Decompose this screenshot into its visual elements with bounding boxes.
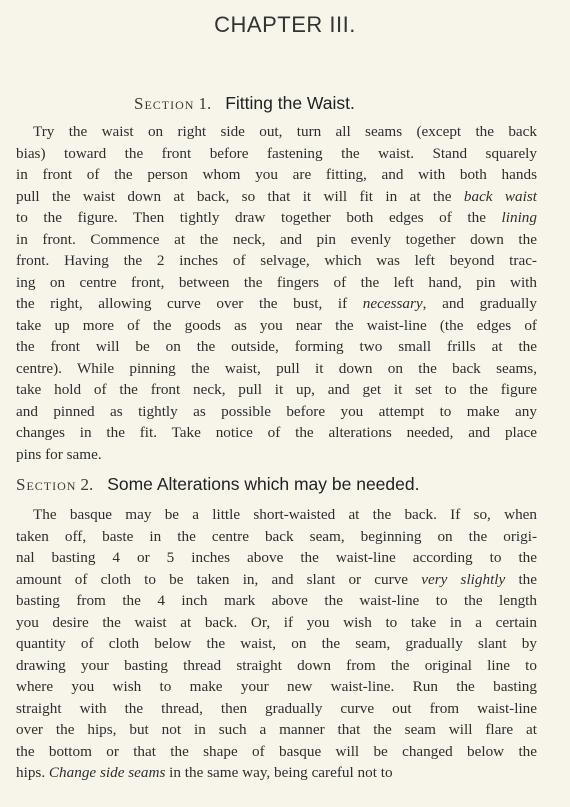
text-run: the xyxy=(505,570,538,588)
text-run: the bottom or that the shape of basque will be changed below the xyxy=(16,742,537,760)
text-run: bias) toward the front before fastening the waist. Stand squarely xyxy=(16,144,537,162)
italic-phrase: back waist xyxy=(463,187,537,205)
text-line xyxy=(16,590,537,612)
text-line xyxy=(16,698,537,720)
text-run: in the same way, being careful not to xyxy=(165,764,393,781)
text-line xyxy=(16,741,537,763)
text-line xyxy=(16,143,537,165)
text-run: , and gradually xyxy=(422,295,537,312)
text-run: take hold of the front neck, pull it up, and get it set to the figure xyxy=(16,381,537,398)
text-run: front. Having the 2 inches of selvage, which was left beyond trac- xyxy=(16,252,537,269)
section-2-number: 2. xyxy=(80,475,94,494)
section-1-body xyxy=(16,121,537,465)
text-run: changes in the fit. Take notice of the alterations needed, and place xyxy=(16,424,537,441)
chapter-title: CHAPTER III. xyxy=(214,12,356,37)
text-line xyxy=(16,250,537,272)
text-run: where you wish to make your new waist-line. Run the basting xyxy=(16,678,537,695)
text-run: over the hips, but not in such a manner that the seam will flare at xyxy=(16,721,537,738)
text-line xyxy=(16,186,537,208)
section-1-title: Fitting the Waist. xyxy=(225,93,355,113)
italic-phrase: Change side seams xyxy=(48,764,166,781)
text-run: you desire the waist at back. Or, if you wish to take in a certain xyxy=(16,613,537,631)
text-run: pull the waist down at back, so that it will fit in at the xyxy=(16,187,464,205)
text-run: amount of cloth to be taken in, and slant or curve xyxy=(16,570,422,588)
text-run: in front. Commence at the neck, and pin evenly together down the xyxy=(16,230,537,248)
text-run: in front of the person whom you are fitting, and with both hands xyxy=(16,166,537,183)
text-line xyxy=(16,121,537,143)
text-line xyxy=(16,655,537,677)
text-line xyxy=(16,336,537,358)
text-run: basting from the 4 inch mark above the waist-line to the length xyxy=(16,592,537,609)
text-line xyxy=(16,164,537,186)
section-2-title: Some Alterations which may be needed. xyxy=(107,474,420,494)
text-run: straight with the thread, then gradually curve out from waist-line xyxy=(16,699,537,717)
text-line xyxy=(16,719,537,741)
text-run: the front will be on the outside, forming two small frills at the xyxy=(16,338,537,355)
text-line xyxy=(16,547,537,569)
text-run: hips. xyxy=(16,764,49,781)
italic-phrase: very slightly xyxy=(421,570,506,588)
text-line xyxy=(16,569,537,591)
text-run: and pinned as tightly as possible before you attempt to make any xyxy=(16,402,537,420)
section-1-heading xyxy=(134,89,355,116)
text-run: nal basting 4 or 5 inches above the waist-line according to the xyxy=(16,549,537,566)
text-line xyxy=(16,358,537,380)
section-1-number: 1. xyxy=(198,94,212,113)
text-run: ing on centre front, between the fingers of the left hand, pin with xyxy=(16,273,537,291)
text-run: quantity of cloth below the waist, on the seam, gradually slant by xyxy=(16,635,537,652)
text-run: Try the waist on right side out, turn all seams (except the back xyxy=(33,123,537,140)
text-run: the right, allowing curve over the bust, if xyxy=(16,295,363,312)
text-line xyxy=(16,272,537,294)
text-line xyxy=(16,422,537,444)
section-2-label: Section xyxy=(16,475,77,494)
section-2-body xyxy=(16,504,537,784)
text-line xyxy=(16,207,537,229)
text-run: The basque may be a little short-waisted at the back. If so, when xyxy=(33,506,537,523)
text-line xyxy=(16,315,537,337)
text-line xyxy=(16,444,537,466)
text-line xyxy=(16,229,537,251)
text-line xyxy=(16,676,537,698)
text-line xyxy=(16,504,537,526)
text-run: to the figure. Then tightly draw together both edges of the xyxy=(16,209,502,226)
italic-phrase: necessary xyxy=(362,295,423,312)
text-run: drawing your basting thread straight down from the original line to xyxy=(16,656,537,674)
text-run: taken off, baste in the centre back seam, beginning on the origi- xyxy=(16,527,537,545)
text-line xyxy=(16,633,537,655)
text-line xyxy=(16,379,537,401)
text-line xyxy=(16,762,537,784)
section-2-heading xyxy=(16,470,419,497)
text-line xyxy=(16,526,537,548)
text-line xyxy=(16,401,537,423)
italic-phrase: lining xyxy=(501,209,537,226)
text-run: centre). While pinning the waist, pull it down on the back seams, xyxy=(16,359,537,377)
text-run: pins for same. xyxy=(16,445,102,463)
text-run: take up more of the goods as you near the waist-line (the edges of xyxy=(16,316,537,334)
text-line xyxy=(16,293,537,315)
text-line xyxy=(16,612,537,634)
section-1-label: Section xyxy=(134,94,195,113)
